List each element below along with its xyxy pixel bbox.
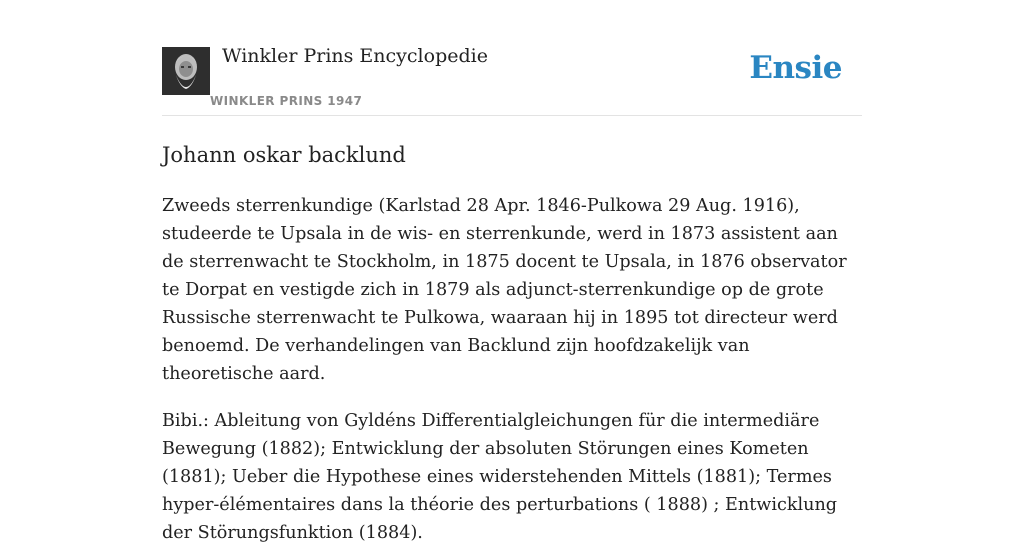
portrait-image: [162, 47, 210, 95]
source-header: [162, 0, 862, 116]
source-title[interactable]: Winkler Prins Encyclopedie: [222, 45, 488, 67]
author-avatar[interactable]: [162, 47, 210, 95]
article-title: Johann oskar backlund: [162, 143, 406, 167]
bibliography-paragraph: Bibi.: Ableitung von Gyldéns Differentialgleichungen für die intermediäre Bewegung (1882); Entwicklung der absoluten Störungen eines Kometen (1881); Ueber die Hypothese eines widerstehenden Mittels (1881); Termes hyper-élémentaires dans la théorie des perturbations ( 1888) ; Entwicklung der Störungsfunktion (1884).: [162, 411, 838, 543]
brand-logo-link[interactable]: Ensie: [749, 50, 842, 86]
source-subtitle[interactable]: WINKLER PRINS 1947: [210, 94, 363, 108]
article-paragraph: Zweeds sterrenkundige (Karlstad 28 Apr. 1846-Pulkowa 29 Aug. 1916), studeerde te Upsala in de wis- en sterrenkunde, werd in 1873 assistent aan de sterrenwacht te Stockholm, in 1875 docent te Upsala, in 1876 observator te Dorpat en vestigde zich in 1879 als adjunct-sterrenkundige op de grote Russische sterrenwacht te Pulkowa, waaraan hij in 1895 tot directeur werd benoemd. De verhandelingen van Backlund zijn hoofdzakelijk van theoretische aard.: [162, 196, 847, 384]
article-content: [162, 140, 862, 547]
